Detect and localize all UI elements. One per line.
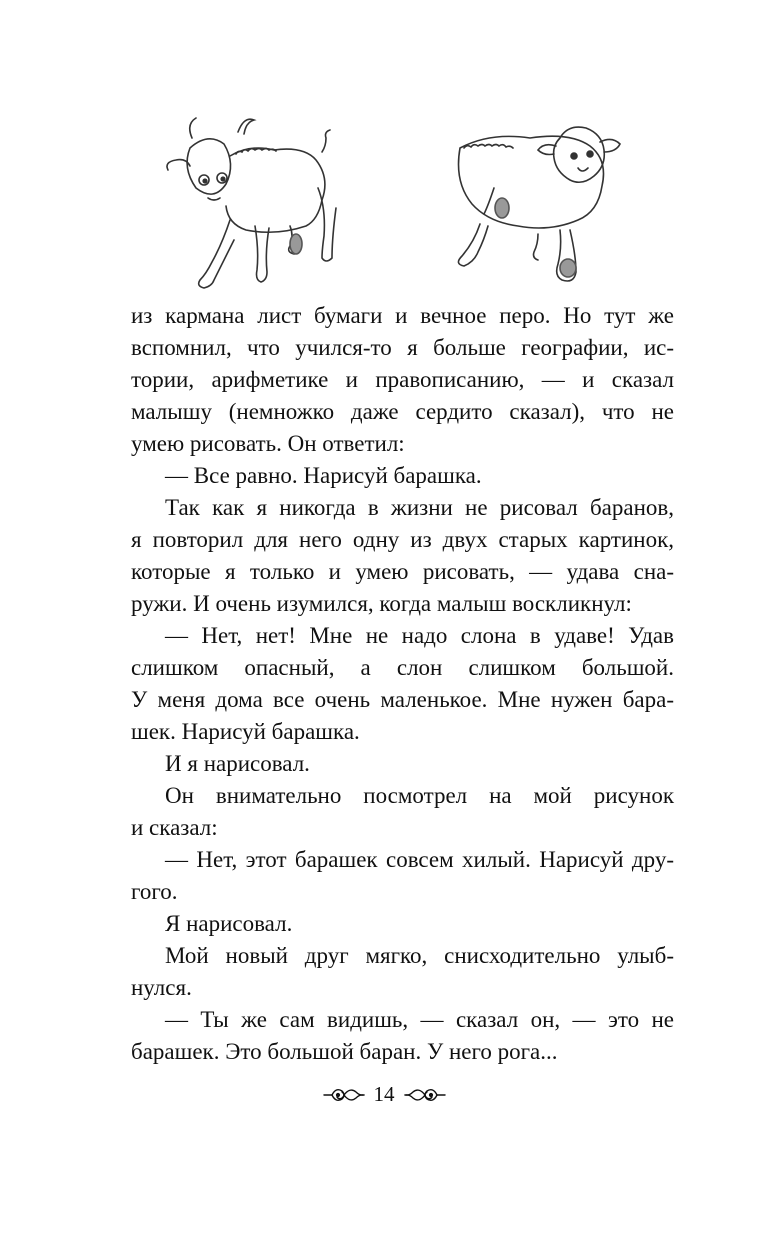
text-line: Мой новый друг мягко, снисходительно улыб-: [165, 943, 674, 968]
page-number: 14: [373, 1082, 395, 1106]
page-body-text: [131, 300, 674, 1068]
text-line: из кармана лист бумаги и вечное перо. Но тут же: [131, 303, 674, 328]
text-line: — Ты же сам видишь, — сказал он, — это не: [165, 1007, 674, 1032]
text-line: У меня дома все очень маленькое. Мне нужен бара-: [131, 687, 674, 712]
text-line: — Нет, этот барашек совсем хилый. Нарисуй дру-: [165, 847, 674, 872]
text-line: которые я только и умею рисовать, — удава сна-: [131, 559, 674, 584]
text-line: шек. Нарисуй барашка.: [131, 719, 360, 744]
text-line: умею рисовать. Он ответил:: [131, 431, 405, 456]
text-line: нулся.: [131, 975, 192, 1000]
text-line: Я нарисовал.: [165, 911, 293, 936]
text-line: — Все равно. Нарисуй барашка.: [165, 463, 482, 488]
text-line: ружи. И очень изумился, когда малыш воскликнул:: [131, 591, 632, 616]
text-line: тории, арифметике и правописанию, — и сказал: [131, 367, 674, 392]
text-line: — Нет, нет! Мне не надо слона в удаве! Удав: [165, 623, 674, 648]
text-line: Он внимательно посмотрел на мой рисунок: [165, 783, 674, 808]
text-line: гого.: [131, 879, 178, 904]
flourish-ornament-icon: [403, 1084, 447, 1106]
text-line: вспомнил, что учился-то я больше географии, ис-: [131, 335, 674, 360]
text-line: барашек. Это большой баран. У него рога...: [131, 1039, 558, 1064]
page-footer: [0, 1082, 768, 1107]
lamb-with-horns-drawing: [167, 118, 336, 288]
text-line: слишком опасный, а слон слишком большой.: [131, 655, 674, 680]
lamb-drawing: [458, 127, 620, 281]
sheep-illustration: [160, 108, 640, 298]
text-line: я повторил для него одну из двух старых картинок,: [131, 527, 674, 552]
text-line: и сказал:: [131, 815, 218, 840]
flourish-ornament-icon: [322, 1084, 366, 1106]
text-line: Так как я никогда в жизни не рисовал баранов,: [165, 495, 674, 520]
text-line: И я нарисовал.: [165, 751, 310, 776]
sheep-drawings: [160, 108, 640, 298]
text-line: малышу (немножко даже сердито сказал), что не: [131, 399, 674, 424]
